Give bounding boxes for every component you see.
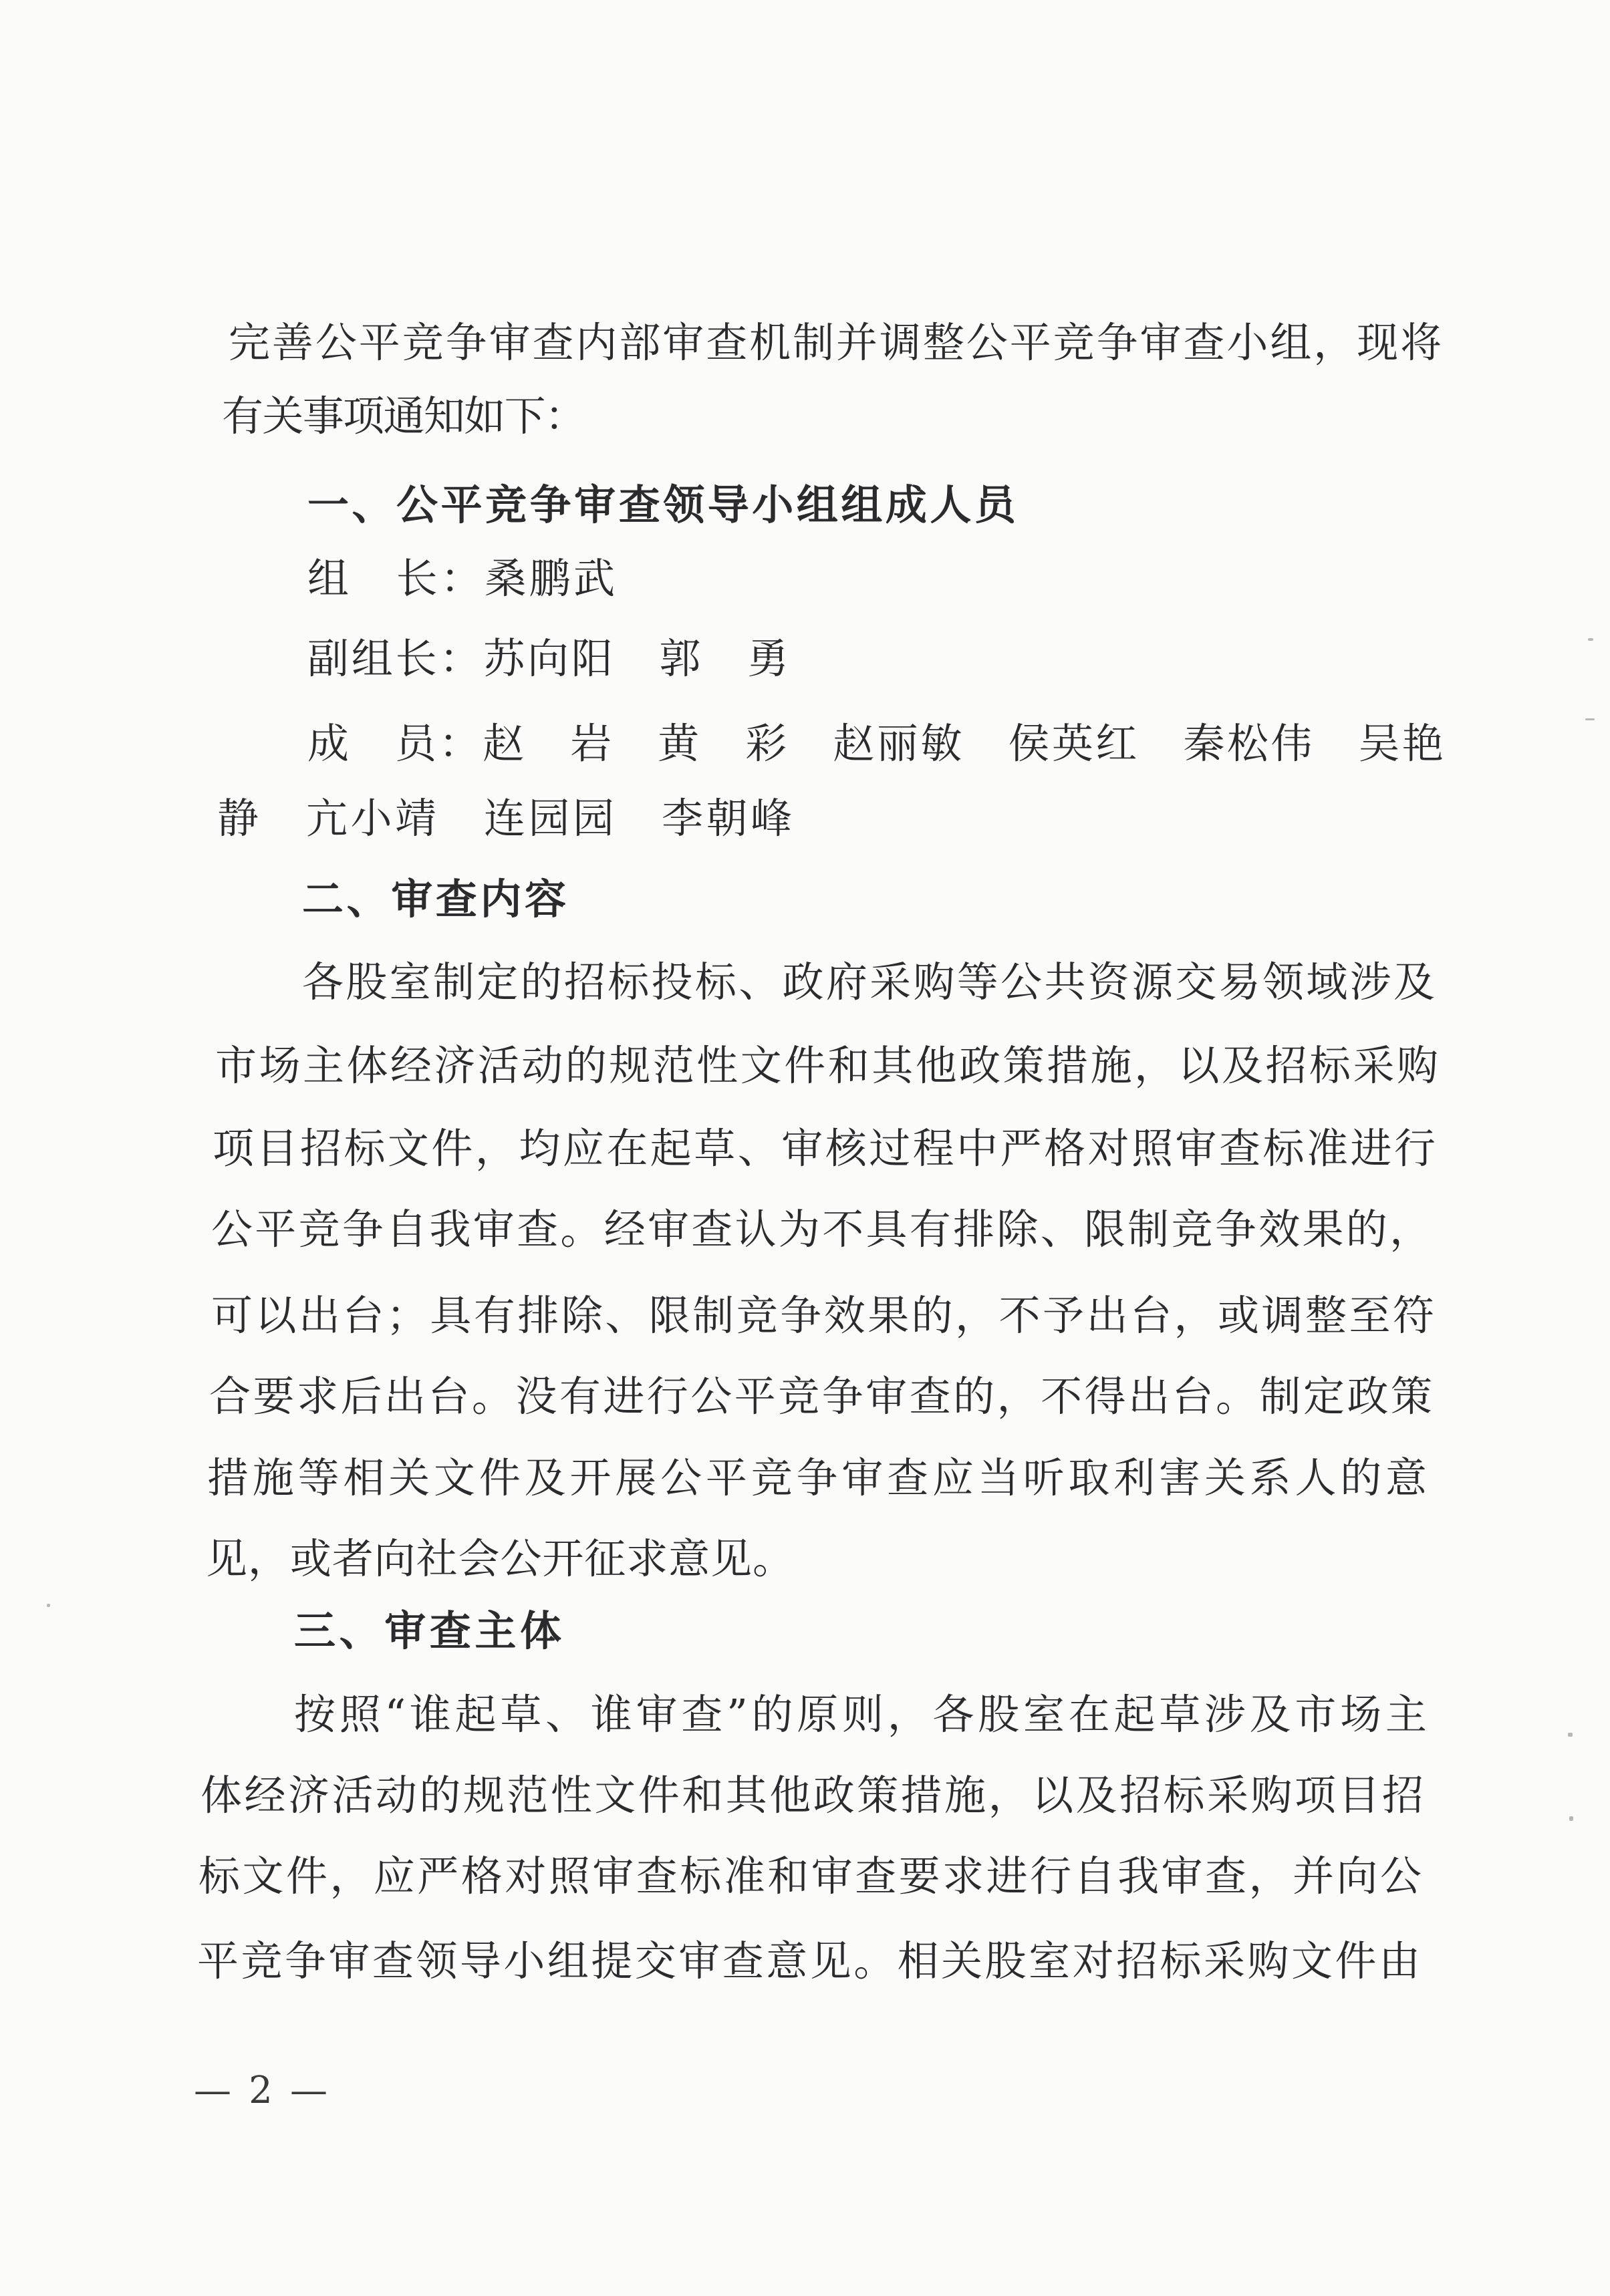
- intro-line-1: 完善公平竞争审查内部审查机制并调整公平竞争审查小组，现将: [229, 318, 1444, 367]
- section2-line-1: 各股室制定的招标投标、政府采购等公共资源交易领域涉及: [302, 958, 1438, 1006]
- section3-line-4: 平竞争审查领导小组提交审查意见。相关股室对招标采购文件由: [197, 1936, 1423, 1985]
- intro-line-2: 有关事项通知如下：: [222, 392, 585, 440]
- scan-speck: [1585, 718, 1595, 720]
- scan-speck: [1588, 638, 1593, 641]
- section2-line-4: 公平竞争自我审查。经审查认为不具有排除、限制竞争效果的，: [211, 1205, 1434, 1254]
- page-number: — 2 —: [194, 2069, 331, 2112]
- section3-heading: 三、审查主体: [294, 1606, 565, 1655]
- section2-line-2: 市场主体经济活动的规范性文件和其他政策措施，以及招标采购: [215, 1041, 1441, 1090]
- scan-speck: [1568, 1733, 1573, 1737]
- section3-line-1: 按照“谁起草、谁审查”的原则，各股室在起草涉及市场主: [294, 1690, 1431, 1739]
- section2-line-7: 措施等相关文件及开展公平竞争审查应当听取利害关系人的意: [207, 1453, 1431, 1502]
- section3-line-2: 体经济活动的规范性文件和其他政策措施，以及招标采购项目招: [200, 1771, 1426, 1820]
- section2-line-5: 可以出台；具有排除、限制竞争效果的，不予出台，或调整至符: [211, 1291, 1437, 1340]
- section2-heading: 二、审查内容: [302, 875, 569, 923]
- members-line-1: 成 员：赵 岩 黄 彩 赵丽敏 侯英红 秦松伟 吴艳: [307, 719, 1446, 768]
- deputy-line: 副组长：苏向阳 郭 勇: [307, 634, 791, 683]
- section3-line-3: 标文件，应严格对照审查标准和审查要求进行自我审查，并向公: [198, 1852, 1424, 1900]
- scan-speck: [47, 1604, 50, 1607]
- section2-line-3: 项目招标文件，均应在起草、审核过程中严格对照审查标准进行: [213, 1124, 1438, 1173]
- scan-speck: [1569, 1816, 1573, 1821]
- section2-line-6: 合要求后出台。没有进行公平竞争审查的，不得出台。制定政策: [209, 1372, 1435, 1421]
- leader-line: 组 长：桑鹏武: [307, 554, 618, 603]
- section2-line-8: 见，或者向社会公开征求意见。: [206, 1534, 795, 1583]
- members-line-2: 静 亢小靖 连园园 李朝峰: [217, 794, 795, 843]
- section1-heading: 一、公平竞争审查领导小组组成人员: [307, 480, 1019, 529]
